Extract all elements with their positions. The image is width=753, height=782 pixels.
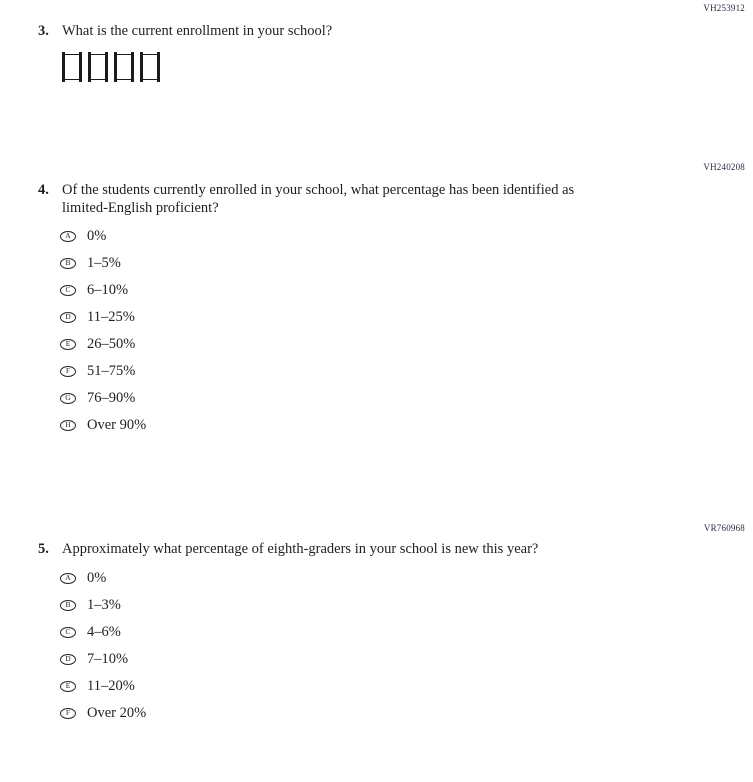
answer-bubble-icon[interactable] xyxy=(60,339,76,350)
digit-box-2[interactable] xyxy=(88,52,108,82)
q4-option-h[interactable] xyxy=(60,417,146,433)
option-label: 7–10% xyxy=(87,651,129,667)
q4-option-f[interactable] xyxy=(60,363,146,379)
option-label: 1–3% xyxy=(87,597,121,613)
answer-bubble-icon[interactable] xyxy=(60,393,76,404)
answer-bubble-icon[interactable] xyxy=(60,654,76,665)
bubble-letter: F xyxy=(65,708,71,718)
bubble-letter: E xyxy=(65,681,71,691)
bubble-letter: B xyxy=(65,258,71,268)
digit-box-4[interactable] xyxy=(140,52,160,82)
q4-option-g[interactable] xyxy=(60,390,146,406)
question-3-number: 3. xyxy=(38,23,49,39)
answer-bubble-icon[interactable] xyxy=(60,708,76,719)
answer-bubble-icon[interactable] xyxy=(60,366,76,377)
item-code-q5: VR760968 xyxy=(703,523,745,533)
option-label: Over 20% xyxy=(87,705,147,721)
answer-bubble-icon[interactable] xyxy=(60,231,76,242)
q5-option-d[interactable] xyxy=(60,651,146,667)
question-3-text: What is the current enrollment in your school? xyxy=(62,23,333,39)
item-code-q3: VH253912 xyxy=(703,3,745,13)
answer-bubble-icon[interactable] xyxy=(60,258,76,269)
q4-option-b[interactable] xyxy=(60,255,146,271)
answer-bubble-icon[interactable] xyxy=(60,681,76,692)
option-label: 76–90% xyxy=(87,390,136,406)
bubble-letter: F xyxy=(65,366,71,376)
question-4-text: Of the students currently enrolled in your school, what percentage has been identified as limited-English proficient? xyxy=(62,182,575,216)
option-label: 4–6% xyxy=(87,624,121,640)
bubble-letter: C xyxy=(65,285,71,295)
digit-box-1[interactable] xyxy=(62,52,82,82)
option-label: 11–20% xyxy=(87,678,135,694)
answer-bubble-icon[interactable] xyxy=(60,285,76,296)
option-label: 1–5% xyxy=(87,255,121,271)
question-5-text: Approximately what percentage of eighth-graders in your school is new this year? xyxy=(62,541,539,557)
option-label: 51–75% xyxy=(87,363,136,379)
q4-option-c[interactable] xyxy=(60,282,146,298)
q5-option-b[interactable] xyxy=(60,597,146,613)
digit-box-3[interactable] xyxy=(114,52,134,82)
bubble-letter: A xyxy=(65,573,71,583)
q4-option-e[interactable] xyxy=(60,336,146,352)
answer-bubble-icon[interactable] xyxy=(60,627,76,638)
answer-bubble-icon[interactable] xyxy=(60,420,76,431)
bubble-letter: E xyxy=(65,339,71,349)
option-label: 0% xyxy=(87,570,107,586)
q4-option-d[interactable] xyxy=(60,309,146,325)
answer-bubble-icon[interactable] xyxy=(60,573,76,584)
bubble-letter: D xyxy=(65,654,71,664)
option-label: 0% xyxy=(87,228,107,244)
bubble-letter: D xyxy=(65,312,71,322)
q5-option-c[interactable] xyxy=(60,624,146,640)
option-label: 11–25% xyxy=(87,309,135,325)
item-code-q4: VH240208 xyxy=(703,162,745,172)
enrollment-digit-boxes xyxy=(62,52,160,82)
question-5-options xyxy=(60,570,146,732)
question-4-number: 4. xyxy=(38,182,49,198)
bubble-letter: H xyxy=(65,420,71,430)
bubble-letter: C xyxy=(65,627,71,637)
question-5 xyxy=(38,540,538,558)
option-label: 26–50% xyxy=(87,336,136,352)
answer-bubble-icon[interactable] xyxy=(60,600,76,611)
q5-option-a[interactable] xyxy=(60,570,146,586)
question-3 xyxy=(38,22,332,40)
option-label: Over 90% xyxy=(87,417,147,433)
option-label: 6–10% xyxy=(87,282,129,298)
q5-option-e[interactable] xyxy=(60,678,146,694)
bubble-letter: B xyxy=(65,600,71,610)
question-5-number: 5. xyxy=(38,541,49,557)
q5-option-f[interactable] xyxy=(60,705,146,721)
question-4-options xyxy=(60,228,146,444)
bubble-letter: A xyxy=(65,231,71,241)
answer-bubble-icon[interactable] xyxy=(60,312,76,323)
bubble-letter: G xyxy=(65,393,71,403)
q4-option-a[interactable] xyxy=(60,228,146,244)
question-4 xyxy=(38,181,594,217)
